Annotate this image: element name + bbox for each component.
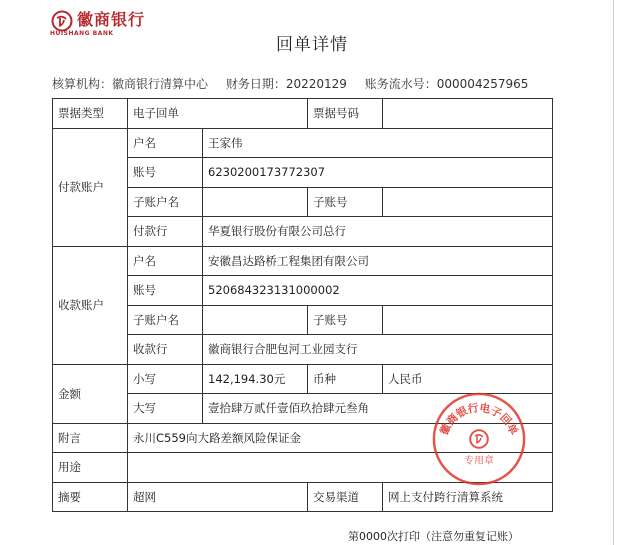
cell-label: 小写 bbox=[128, 364, 203, 394]
cell-label: 币种 bbox=[308, 364, 383, 394]
table-row bbox=[53, 335, 553, 365]
cell-label: 交易渠道 bbox=[308, 482, 383, 512]
table-row bbox=[53, 305, 553, 335]
cell-label: 大写 bbox=[128, 394, 203, 424]
payer-sub-no bbox=[383, 187, 553, 217]
table-row bbox=[53, 187, 553, 217]
table-row bbox=[53, 128, 553, 158]
table-row bbox=[53, 276, 553, 306]
cell-label: 子账户名 bbox=[128, 187, 203, 217]
cell-label: 票据号码 bbox=[308, 99, 383, 129]
table-row bbox=[53, 217, 553, 247]
svg-text:徽商银行电子回单: 徽商银行电子回单 bbox=[437, 401, 521, 437]
cell-label: 付款行 bbox=[128, 217, 203, 247]
payee-account: 520684323131000002 bbox=[203, 276, 553, 306]
bank-name-en: HUISHANG BANK bbox=[50, 30, 114, 37]
note-value: 永川C559向大路差额风险保证金 bbox=[128, 423, 553, 453]
payee-sub-no bbox=[383, 305, 553, 335]
payer-sub-name bbox=[203, 187, 308, 217]
amount-section-label: 金额 bbox=[53, 364, 128, 423]
payee-name: 安徽昌达路桥工程集团有限公司 bbox=[203, 246, 553, 276]
svg-text:专用章: 专用章 bbox=[464, 455, 494, 467]
amount-lower: 142,194.30元 bbox=[203, 364, 308, 394]
cell-label: 户名 bbox=[128, 128, 203, 158]
cell-value bbox=[383, 99, 553, 129]
receipt-meta bbox=[52, 75, 542, 92]
cell-label: 附言 bbox=[53, 423, 128, 453]
serial-number: 账务流水号：000004257965 bbox=[364, 77, 529, 91]
channel-value: 网上支付跨行清算系统 bbox=[383, 482, 553, 512]
cell-label: 摘要 bbox=[53, 482, 128, 512]
payer-bank: 华夏银行股份有限公司总行 bbox=[203, 217, 553, 247]
cell-value: 电子回单 bbox=[128, 99, 308, 129]
summary-value: 超网 bbox=[128, 482, 308, 512]
payee-bank: 徽商银行合肥包河工业园支行 bbox=[203, 335, 553, 365]
cell-label: 账号 bbox=[128, 276, 203, 306]
currency: 人民币 bbox=[383, 364, 553, 394]
accounting-org: 核算机构：徽商银行清算中心 bbox=[52, 77, 209, 91]
cell-label: 子账户名 bbox=[128, 305, 203, 335]
bank-name-cn: 徽商银行 bbox=[77, 10, 146, 29]
cell-label: 收款行 bbox=[128, 335, 203, 365]
cell-label: 账号 bbox=[128, 158, 203, 188]
cell-label: 子账号 bbox=[308, 187, 383, 217]
table-row bbox=[53, 158, 553, 188]
payee-section-label: 收款账户 bbox=[53, 246, 128, 364]
cell-label: 子账号 bbox=[308, 305, 383, 335]
page-title: 回单详情 bbox=[276, 35, 348, 55]
payee-sub-name bbox=[203, 305, 308, 335]
payer-account: 6230200173772307 bbox=[203, 158, 553, 188]
print-count-footer: 第0000次打印（注意勿重复记账） bbox=[348, 530, 519, 543]
financial-date: 财务日期：20220129 bbox=[225, 77, 347, 91]
payer-name: 王家伟 bbox=[203, 128, 553, 158]
cell-label: 户名 bbox=[128, 246, 203, 276]
cell-label: 票据类型 bbox=[53, 99, 128, 129]
cell-label: 用途 bbox=[53, 453, 128, 483]
table-row bbox=[53, 99, 553, 129]
table-row bbox=[53, 246, 553, 276]
official-seal-icon bbox=[430, 390, 528, 488]
payer-section-label: 付款账户 bbox=[53, 128, 128, 246]
amount-upper: 壹拾肆万贰仟壹佰玖拾肆元叁角 bbox=[203, 394, 553, 424]
